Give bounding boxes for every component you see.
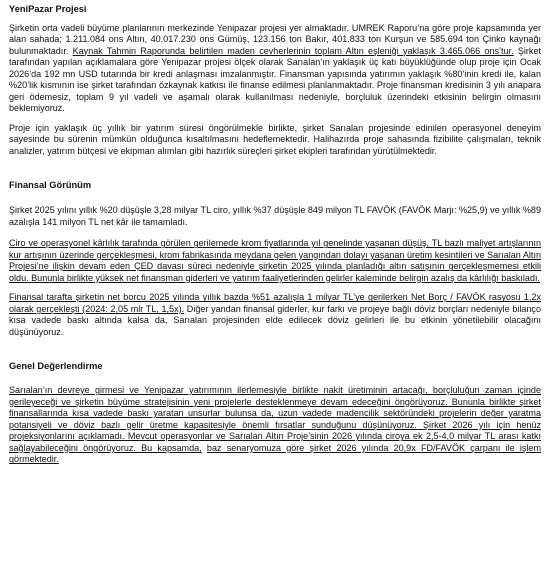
section-title-yenipazar: YeniPazar Projesi — [9, 4, 87, 14]
text-run: Proje için yaklaşık üç yıllık bir yatırım süresi öngörülmekle birlikte, şirket Sarıalan projesinde edinilen operasyonel deneyim sayesinde bu sürenin mümkün olduğunca kısaltılmasını hedeflemektedir. Halihazırda proje sahasında fizibilite çalışmaları, teknik analizler, yatırım bütçesi ve ekipman alımları gibi hazırlık süreçleri şirket ekipleri tarafından yürütülmektedir. — [9, 122, 541, 157]
paragraph — [9, 238, 541, 284]
paragraph — [9, 292, 541, 338]
paragraph — [9, 385, 541, 466]
section-title-finansal: Finansal Görünüm — [9, 179, 92, 190]
paragraph — [9, 23, 541, 115]
paragraph — [9, 205, 541, 228]
text-run: Diğer yandan finansal giderler, kur farkı ve projeye bağlı döviz borçları nedeniyle bilanço kısa vadede baskı altında kalsa da, Sarıalan projesinden elde edilecek döviz gelirleri ile bu etkinin yönetilebilir olacağını düşünüyoruz. — [9, 303, 541, 338]
text-run: Şirket 2025 yılını yıllık %20 düşüşle 3,28 milyar TL ciro, yıllık %37 düşüşle 849 milyon TL FAVÖK (FAVÖK Marjı: %25,9) ve yıllık %89 azalışla 141 milyon TL net kâr ile tamamladı. — [9, 205, 541, 227]
text-run: Şirketin orta vadeli büyüme planlarının merkezinde Yenipazar projesi yer almaktadır. UMREK Raporu’na göre proje kapsamında yer alan sahada; 1.211.084 ons Altın, 40.017.230 ons Gümüş, 123.156 ton Bakır, 401.833 ton Kurşun ve 585.694 ton Çinko kaynağı bulunmaktadır. — [9, 22, 541, 56]
text-run-underlined: Ciro ve operasyonel kârlılık tarafında görülen gerilemede krom fiyatlarında yıl genelinde yaşanan düşüş, TL bazlı maliyet artışlarının kur artışının üzerinde gerçekleşmesi, krom fabrikasında meydana gelen yangından dolayı yaşanan üretim kesintileri ve Sarıalan Altın Projesi’ne ilişkin devam eden ÇED davası süreci nedeniyle şirketin 2025 yılında planladığı altın satışının gerçekleşmemesi etkili oldu. Bununla birlikte yüksek net finansman giderleri ve yatırım faaliyetlerinden gelirler kaleminde belirgin azalış da kârlılığı baskıladı. — [9, 238, 541, 283]
section-title-genel: Genel Değerlendirme — [9, 360, 103, 371]
text-run: Şirket tarafından yapılan açıklamalara göre Yenipazar projesi ölçek olarak Sarıalan’ın yaklaşık üç katı büyüklüğünde olup proje için Ocak 2026’da 192 mn USD tutarında bir kredi anlaşması imzalanmıştır. Finansman yapısında yatırımın yaklaşık %80’inin kredi ile, kalan %20’lik kısmının ise şirket tarafından özkaynak katkısı ile finanse edilmesi planlanmaktadır. Proje finansman kredisinin 3 yılı anapara geri ödemesiz, toplam 9 yıl vadeli ve aşamalı olarak kullanılması nedeniyle, borçluluk üzerindeki etkisinin belirgin olmasını beklemiyoruz. — [9, 45, 541, 114]
text-run-underlined: Kaynak Tahmin Raporunda belirtilen maden cevherlerinin toplam Altın eşleniği yaklaşık 3.465.066 ons’tur. — [72, 45, 514, 56]
paragraph — [9, 123, 541, 158]
text-run-underlined: Finansal tarafta şirketin net borcu 2025 yılında yıllık bazda %51 azalışla 1 milyar TL’ye gerilerken Net Borç / FAVÖK rasyosu 1,2x olarak gerçekleşti (2024: 2,05 mlr TL, 1,5x). — [9, 292, 541, 314]
text-run-underlined: baz senaryomuza göre şirket 2026 yılında 20,9x FD/FAVÖK çarpanı ile işlem görmektedir. — [9, 442, 541, 465]
text-run-underlined: Sarıalan’ın devreye girmesi ve Yenipazar yatırımının ilerlemesiyle birlikte nakit üretiminin artacağı, borçluluğun zaman içinde gerileyeceği ve şirketin büyüme stratejisinin yeni projelerle desteklenmeye devam edeceğini öngörüyoruz. Bununla birlikte şirket finansallarında kısa vadede baskı yaratan unsurlar bulunsa da, uzun vadede madencilik sektöründeki projelerin değer yaratma potansiyeli ve döviz bazlı gelir üretme kapasitesiyle önemli fırsatlar sunduğunu düşünüyoruz. Şirket 2026 yılı için henüz projeksiyonlarını açıklamadı. Mevcut operasyonlar ve Sarıalan Altın Proje’sinin 2026 yılında ciroya ek 2,5-4,0 milyar TL arası katkı sağlayabileceğini öngörüyoruz. Bu kapsamda, — [9, 385, 541, 453]
